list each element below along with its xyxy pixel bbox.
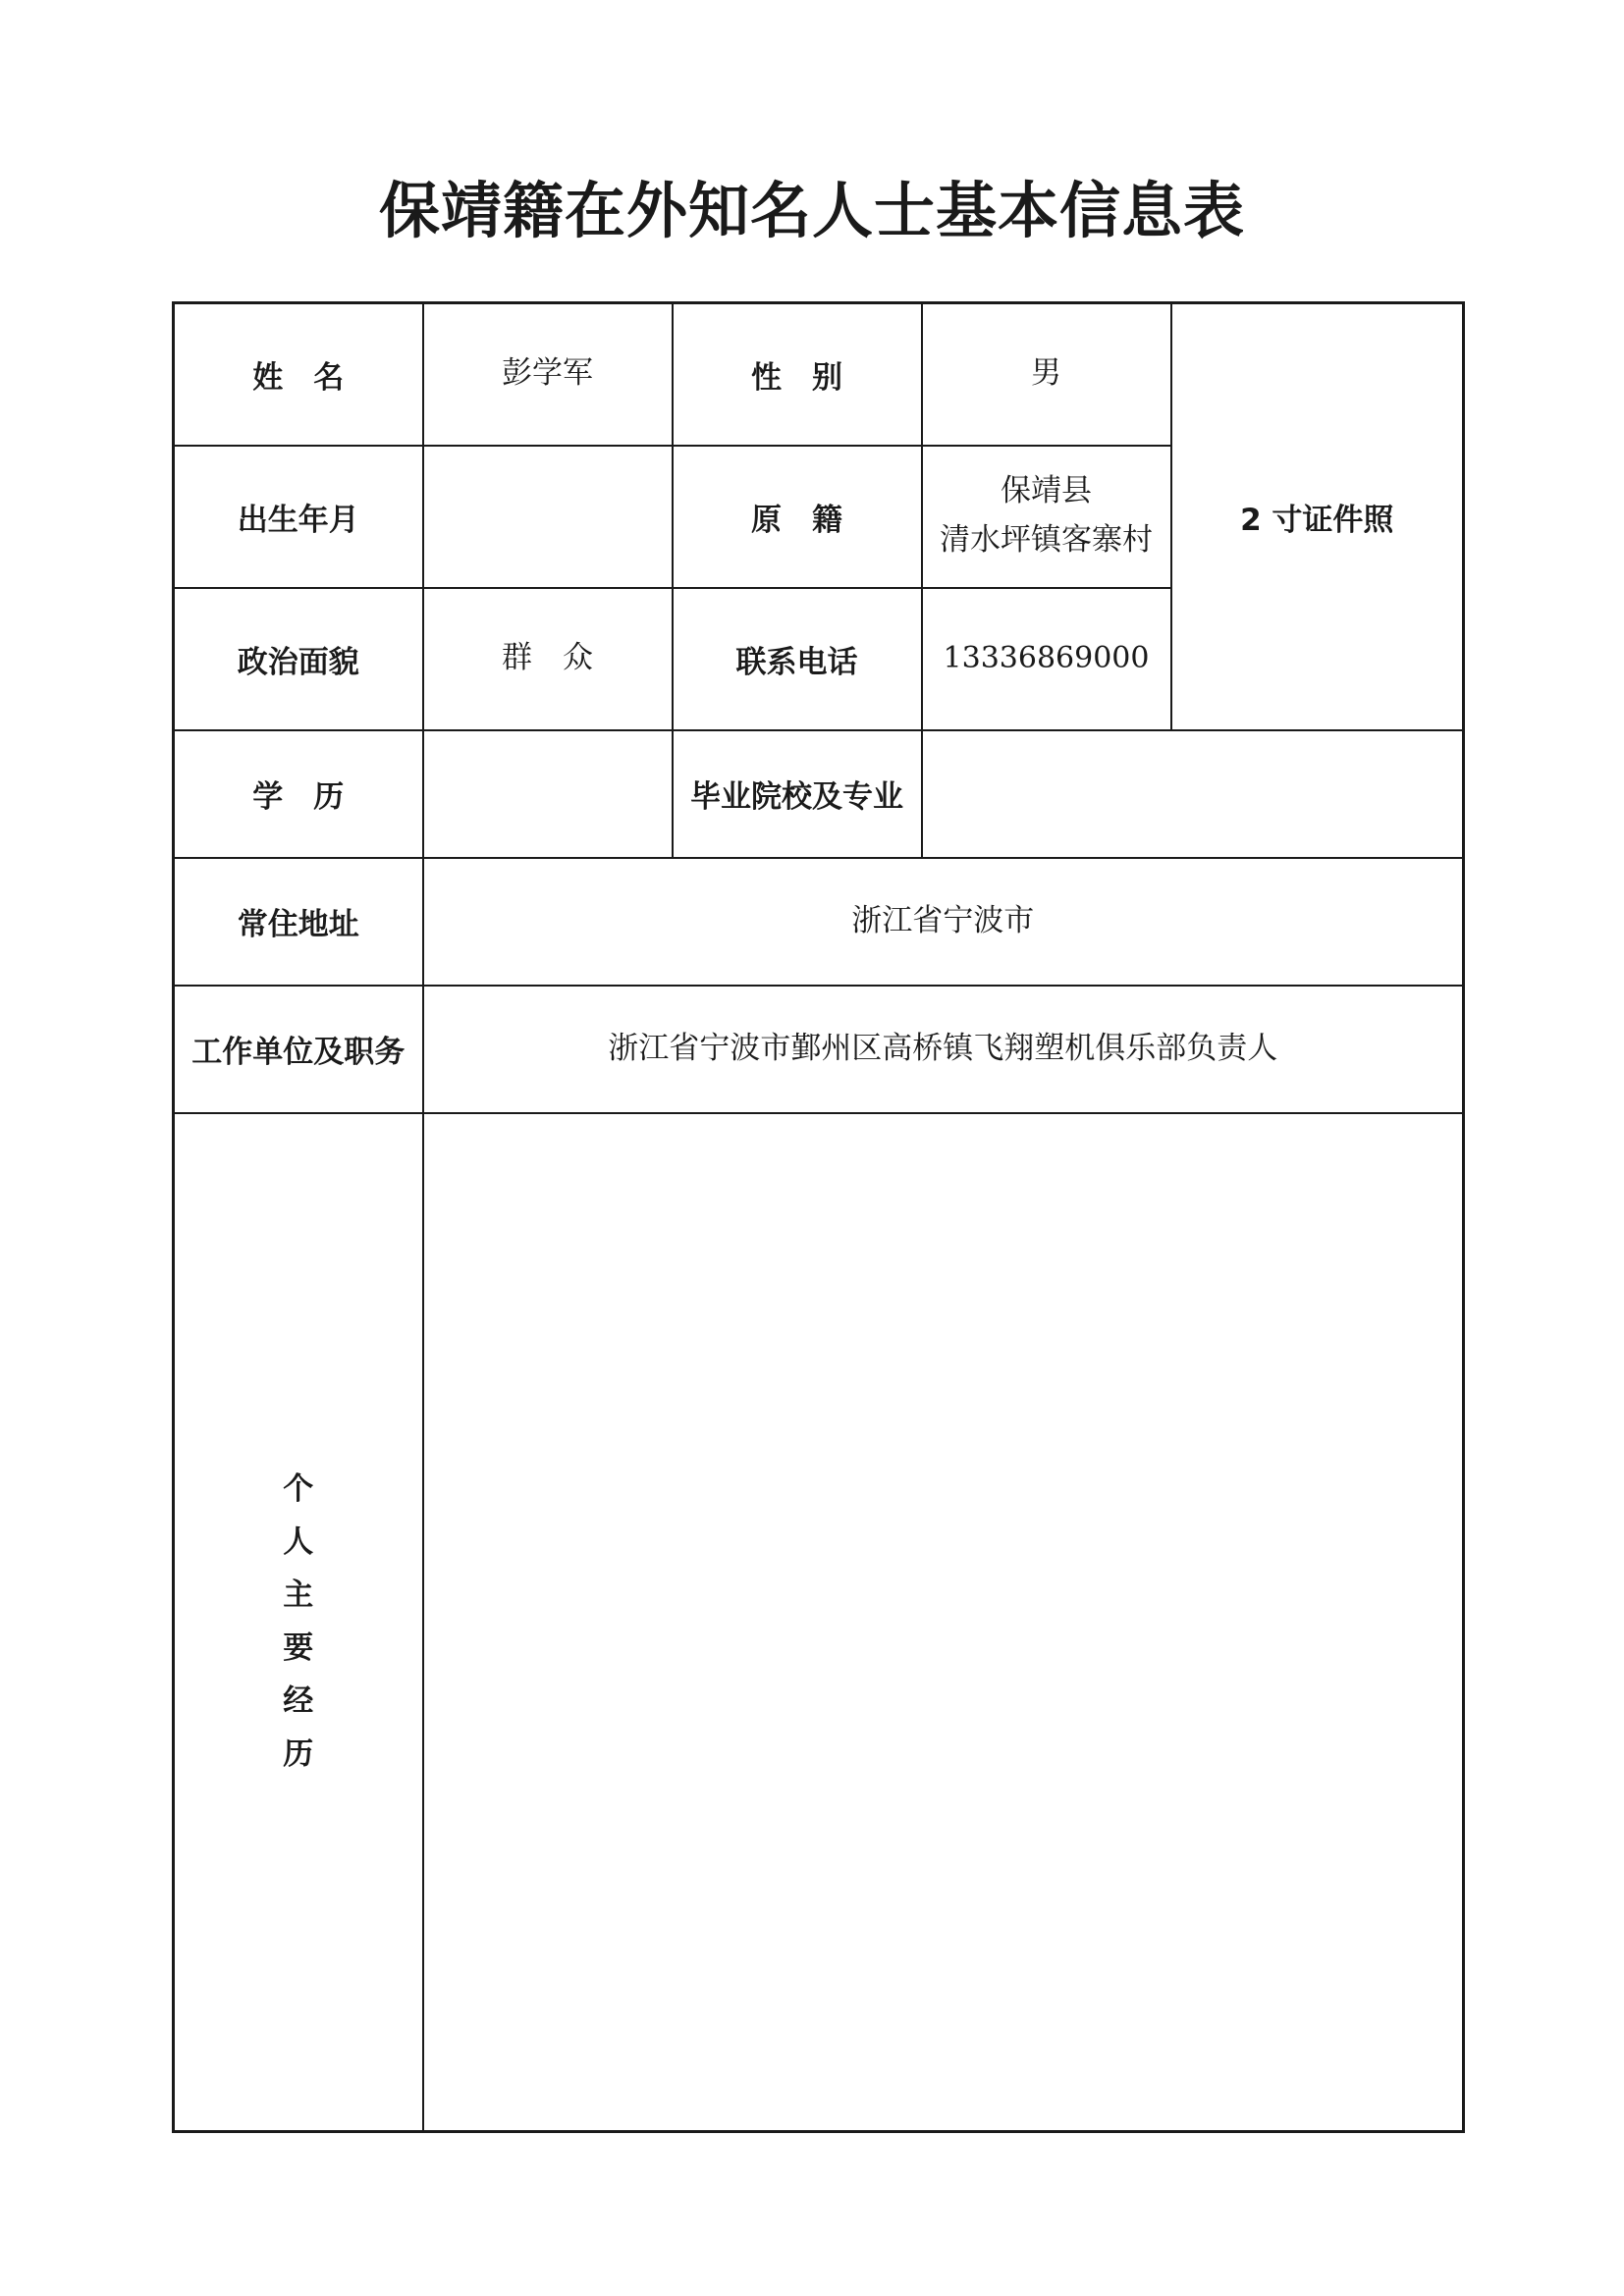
photo-placeholder-label: 2 寸证件照: [1240, 502, 1394, 538]
gender-value: 男: [1031, 355, 1061, 392]
gender-value-cell[interactable]: [922, 303, 1171, 446]
political-label-cell: [174, 588, 423, 730]
address-value-cell[interactable]: [423, 858, 1464, 986]
name-value: 彭学军: [502, 355, 593, 392]
school-value-cell[interactable]: [922, 730, 1464, 858]
experience-label: 个人主要经历: [283, 1471, 314, 1773]
experience-value-cell[interactable]: [423, 1113, 1464, 2132]
political-value: 群 众: [502, 640, 593, 676]
origin-value-line2: 清水坪镇客寨村: [940, 522, 1153, 558]
work-value: 浙江省宁波市鄞州区高桥镇飞翔塑机俱乐部负责人: [608, 1030, 1278, 1066]
birth-label-cell: [174, 446, 423, 588]
phone-label: 联系电话: [735, 644, 858, 680]
name-value-cell[interactable]: [423, 303, 673, 446]
origin-value-line1: 保靖县: [1001, 473, 1092, 509]
school-label: 毕业院校及专业: [690, 779, 903, 815]
education-label: 学 历: [252, 779, 345, 815]
name-label-cell: [174, 303, 423, 446]
birth-label: 出生年月: [237, 502, 359, 538]
political-label: 政治面貌: [237, 644, 359, 680]
work-value-cell[interactable]: [423, 986, 1464, 1113]
photo-cell[interactable]: [1171, 303, 1464, 730]
education-label-cell: [174, 730, 423, 858]
origin-value-cell[interactable]: [922, 446, 1171, 588]
education-value-cell[interactable]: [423, 730, 673, 858]
address-label-cell: [174, 858, 423, 986]
political-value-cell[interactable]: [423, 588, 673, 730]
address-label: 常住地址: [237, 907, 359, 942]
experience-label-cell: [174, 1113, 423, 2132]
gender-label-cell: [673, 303, 922, 446]
address-value: 浙江省宁波市: [851, 902, 1035, 938]
birth-value-cell[interactable]: [423, 446, 673, 588]
school-label-cell: [673, 730, 922, 858]
phone-value-cell[interactable]: [922, 588, 1171, 730]
work-label-cell: [174, 986, 423, 1113]
phone-value: 13336869000: [943, 641, 1150, 675]
origin-label-cell: [673, 446, 922, 588]
name-label: 姓 名: [252, 359, 345, 396]
gender-label: 性 别: [751, 359, 842, 396]
phone-label-cell: [673, 588, 922, 730]
info-form-table: [172, 301, 1465, 2133]
origin-label: 原 籍: [751, 502, 842, 538]
page-title: 保靖籍在外知名人士基本信息表: [378, 175, 1245, 246]
work-label: 工作单位及职务: [191, 1035, 406, 1070]
